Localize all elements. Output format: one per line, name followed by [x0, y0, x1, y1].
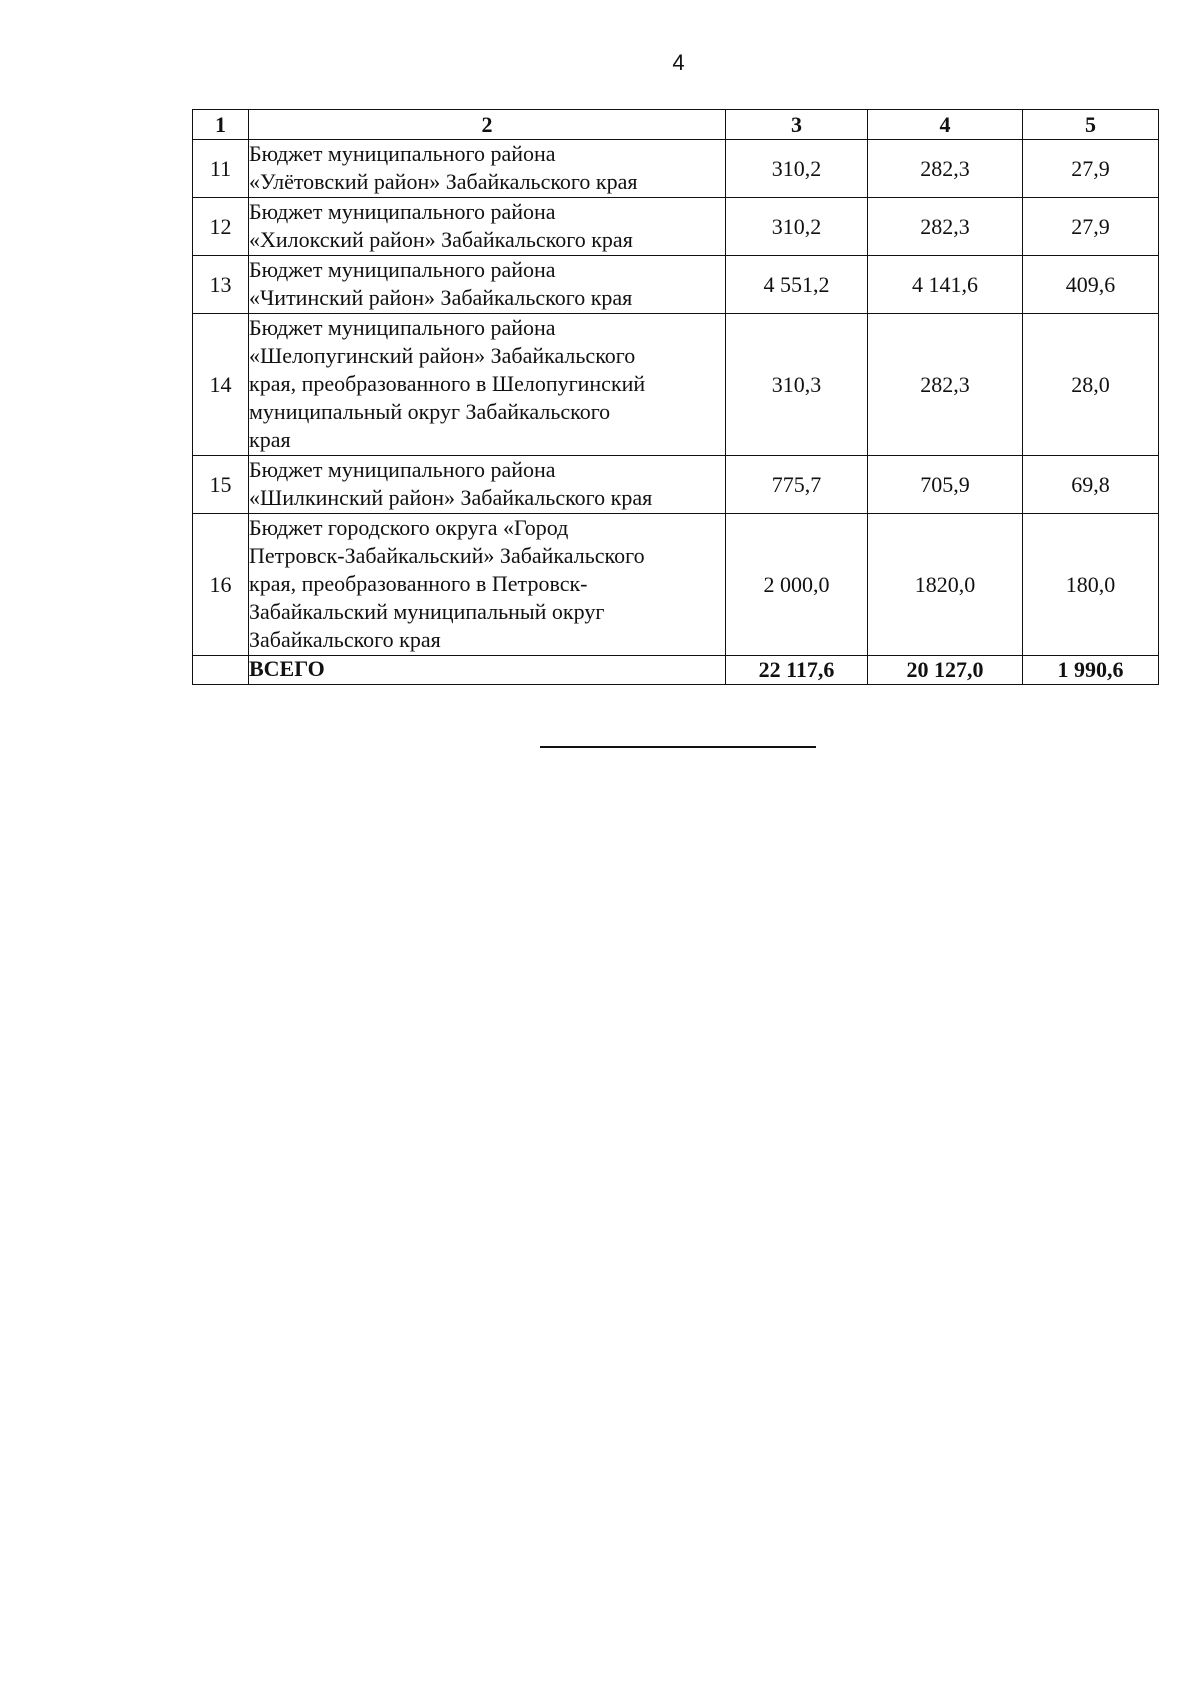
column-4-value: 705,9: [868, 456, 1023, 514]
row-number: 12: [193, 198, 249, 256]
column-5-value: 27,9: [1023, 198, 1159, 256]
budget-name: Бюджет муниципального района «Шелопугинский район» Забайкальского края, преобразованного в Шелопугинский муниципальный округ Забайкальского края: [249, 314, 726, 456]
table-row: [193, 514, 1159, 656]
row-number: 16: [193, 514, 249, 656]
budget-name: Бюджет муниципального района «Хилокский район» Забайкальского края: [249, 198, 726, 256]
budget-name: Бюджет муниципального района «Шилкинский район» Забайкальского края: [249, 456, 726, 514]
column-4-value: 282,3: [868, 198, 1023, 256]
table-row: [193, 314, 1159, 456]
column-5-value: 409,6: [1023, 256, 1159, 314]
column-4-value: 1820,0: [868, 514, 1023, 656]
column-4-value: 282,3: [868, 140, 1023, 198]
budget-name: Бюджет муниципального района «Читинский район» Забайкальского края: [249, 256, 726, 314]
total-column-4: 20 127,0: [868, 656, 1023, 685]
row-number: 13: [193, 256, 249, 314]
column-5-value: 27,9: [1023, 140, 1159, 198]
page-number: 4: [672, 50, 685, 75]
column-header-3: 3: [726, 110, 868, 140]
separator-line: [540, 746, 816, 748]
column-3-value: 2 000,0: [726, 514, 868, 656]
table-row: [193, 256, 1159, 314]
table-row: [193, 140, 1159, 198]
column-3-value: 310,3: [726, 314, 868, 456]
total-column-3: 22 117,6: [726, 656, 868, 685]
table-row: [193, 198, 1159, 256]
column-header-4: 4: [868, 110, 1023, 140]
row-number: 15: [193, 456, 249, 514]
budget-name: Бюджет городского округа «Город Петровск-Забайкальский» Забайкальского края, преобразованного в Петровск- Забайкальский муниципальный округ Забайкальского края: [249, 514, 726, 656]
table-row: [193, 456, 1159, 514]
table-header-row: [193, 110, 1159, 140]
row-number: 14: [193, 314, 249, 456]
column-header-1: 1: [193, 110, 249, 140]
column-4-value: 282,3: [868, 314, 1023, 456]
total-row-number: [193, 656, 249, 685]
column-header-5: 5: [1023, 110, 1159, 140]
column-3-value: 4 551,2: [726, 256, 868, 314]
budget-table: [192, 109, 1159, 685]
column-5-value: 69,8: [1023, 456, 1159, 514]
column-3-value: 310,2: [726, 198, 868, 256]
total-label: ВСЕГО: [249, 656, 726, 685]
row-number: 11: [193, 140, 249, 198]
column-3-value: 775,7: [726, 456, 868, 514]
column-4-value: 4 141,6: [868, 256, 1023, 314]
total-column-5: 1 990,6: [1023, 656, 1159, 685]
column-3-value: 310,2: [726, 140, 868, 198]
total-row: [193, 656, 1159, 685]
column-header-2: 2: [249, 110, 726, 140]
column-5-value: 180,0: [1023, 514, 1159, 656]
budget-name: Бюджет муниципального района «Улётовский район» Забайкальского края: [249, 140, 726, 198]
column-5-value: 28,0: [1023, 314, 1159, 456]
